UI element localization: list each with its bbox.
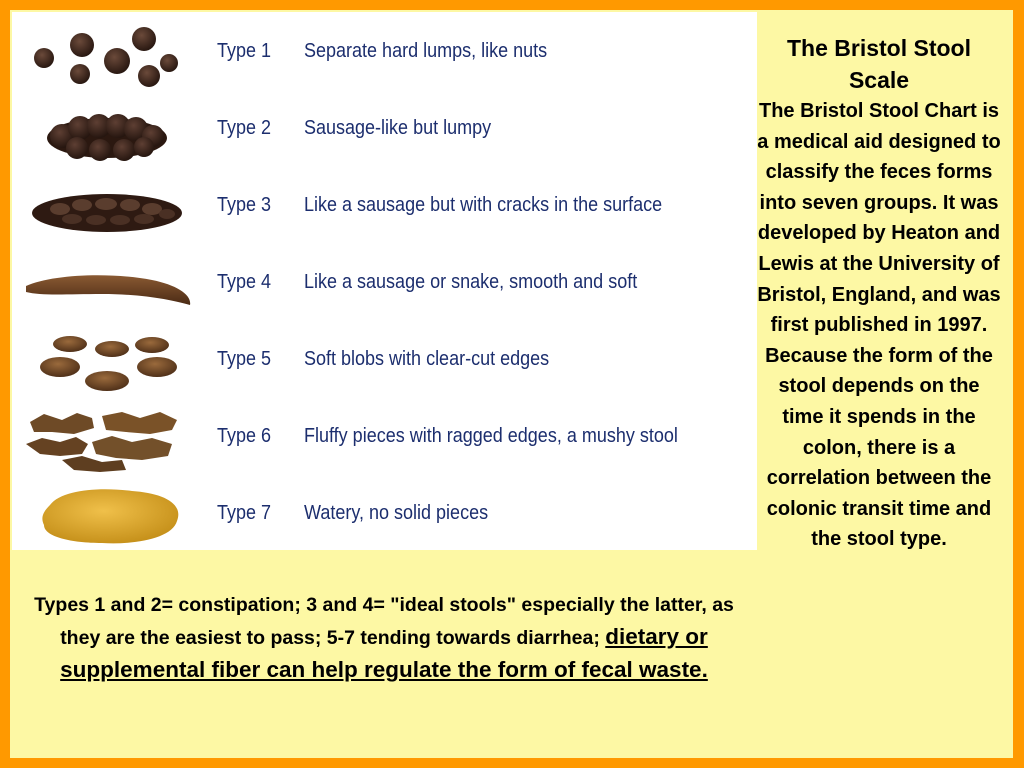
type-label: Type 2 bbox=[217, 117, 272, 139]
hard-lumps-icon bbox=[22, 19, 192, 89]
chart-row-type-6 bbox=[12, 404, 757, 474]
sidebar-body: The Bristol Stool Chart is a medical aid designed to classify the feces forms into seven groups. It was developed by Heaton and Lewis at the University of Bristol, England, and was first published in 1997. Because the form of the stool depends on the time it spends in the colon, there is a correlation between the colonic transit time and the stool type. bbox=[757, 100, 1001, 551]
mushy-pieces-icon bbox=[22, 404, 192, 474]
type-description: Watery, no solid pieces bbox=[304, 502, 489, 524]
type-description: Like a sausage or snake, smooth and soft bbox=[304, 271, 638, 293]
type-label: Type 1 bbox=[217, 40, 272, 62]
smooth-sausage-icon bbox=[22, 250, 192, 320]
soft-blobs-icon bbox=[22, 327, 192, 397]
type-label: Type 7 bbox=[217, 502, 272, 524]
chart-row-type-7 bbox=[12, 481, 757, 551]
chart-row-type-5 bbox=[12, 327, 757, 397]
type-description: Fluffy pieces with ragged edges, a mushy stool bbox=[304, 425, 678, 447]
bristol-chart bbox=[12, 12, 757, 550]
type-description: Separate hard lumps, like nuts bbox=[304, 40, 548, 62]
type-label: Type 5 bbox=[217, 348, 272, 370]
caption-highlight: dietary or supplemental fiber can help regulate the form of fecal waste. bbox=[60, 624, 708, 682]
type-description: Like a sausage but with cracks in the surface bbox=[304, 194, 663, 216]
chart-row-type-4 bbox=[12, 250, 757, 320]
chart-row-type-2 bbox=[12, 96, 757, 166]
type-label: Type 6 bbox=[217, 425, 272, 447]
slide-content bbox=[10, 10, 1013, 758]
lumpy-sausage-icon bbox=[22, 96, 192, 166]
type-label: Type 3 bbox=[217, 194, 272, 216]
chart-row-type-1 bbox=[12, 19, 757, 89]
watery-puddle-icon bbox=[22, 481, 192, 551]
caption-text: Types 1 and 2= constipation; 3 and 4= "ideal stools" especially the latter, as they are the easiest to pass; 5-7 tending towards diarrhea; bbox=[34, 594, 734, 649]
type-label: Type 4 bbox=[217, 271, 272, 293]
chart-row-type-3 bbox=[12, 173, 757, 243]
type-description: Sausage-like but lumpy bbox=[304, 117, 492, 139]
type-description: Soft blobs with clear-cut edges bbox=[304, 348, 550, 370]
summary-caption bbox=[24, 590, 744, 687]
sidebar-title: The Bristol Stool Scale bbox=[787, 35, 971, 93]
sidebar-description bbox=[757, 32, 1001, 555]
cracked-sausage-icon bbox=[22, 173, 192, 243]
